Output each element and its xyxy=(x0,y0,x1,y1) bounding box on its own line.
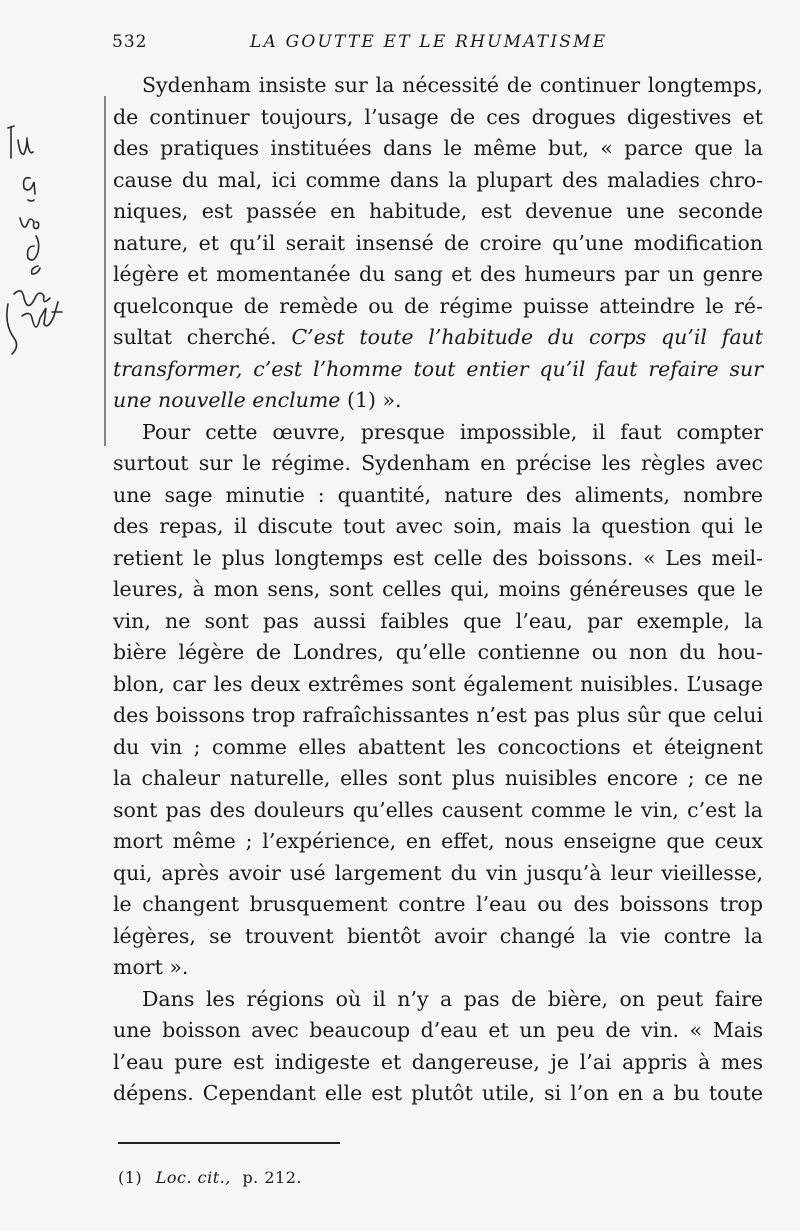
text-line xyxy=(113,322,763,354)
footnote-divider xyxy=(118,1142,340,1144)
text-line: du vin ; comme elles abattent les concoctions et éteignent xyxy=(113,734,763,759)
text-line: des boissons trop rafraîchissantes n’est pas plus sûr que celui xyxy=(113,703,763,727)
text-line: une boisson avec beaucoup d’eau et un peu de vin. « Mais xyxy=(113,1018,763,1042)
text-line: Dans les régions où il n’y a pas de bière, on peut faire xyxy=(142,986,763,1011)
text-line: sont pas des douleurs qu’elles causent comme le vin, c’est la xyxy=(113,797,763,822)
text-line: de continuer toujours, l’usage de ces drogues digestives et xyxy=(113,104,763,129)
text-span: sultat cherché. xyxy=(113,325,277,349)
italic-quote: C’est toute l’habitude du corps qu’il faut xyxy=(291,325,763,349)
text-line: blon, car les deux extrêmes sont également nuisibles. L’usage xyxy=(113,671,763,696)
text-line: vin, ne sont pas aussi faibles que l’eau, par exemple, la xyxy=(113,608,763,633)
footnote-mark: (1) xyxy=(118,1168,143,1187)
margin-bracket-line xyxy=(104,96,106,446)
text-line: niques, est passée en habitude, est devenue une seconde xyxy=(113,199,763,223)
footnote xyxy=(118,1168,302,1187)
text-line: une sage minutie : quantité, nature des aliments, nombre xyxy=(113,482,763,507)
italic-quote: une nouvelle enclume xyxy=(113,388,341,412)
text-line: mort ». xyxy=(113,955,189,979)
text-line: Sydenham insiste sur la nécessité de continuer longtemps, xyxy=(142,73,763,97)
text-line: surtout sur le régime. Sydenham en précise les règles avec xyxy=(113,451,763,475)
footnote-reference[interactable]: (1) ». xyxy=(346,388,402,412)
text-line: leures, à mon sens, sont celles qui, moins généreuses que le xyxy=(113,577,763,601)
text-line: qui, après avoir usé largement du vin jusqu’à leur vieillesse, xyxy=(113,860,763,885)
text-line xyxy=(113,385,763,417)
italic-quote: transformer, c’est l’homme tout entier qu’il faut refaire sur xyxy=(113,356,763,381)
text-line: mort même ; l’expérience, en effet, nous enseigne que ceux xyxy=(113,829,763,853)
text-line: des pratiques instituées dans le même but, « parce que la xyxy=(113,136,763,160)
text-line: cause du mal, ici comme dans la plupart des maladies chro- xyxy=(113,167,763,192)
running-head xyxy=(112,32,762,56)
footnote-source: Loc. cit., xyxy=(155,1168,231,1187)
text-line: quelconque de remède ou de régime puisse atteindre le ré- xyxy=(113,293,763,318)
body-text xyxy=(113,70,763,1110)
text-line: dépens. Cependant elle est plutôt utile, si l’on en a bu toute xyxy=(113,1081,763,1105)
text-line xyxy=(113,354,763,386)
text-line: le changent brusquement contre l’eau ou des boissons trop xyxy=(113,892,763,916)
text-line: Pour cette œuvre, presque impossible, il faut compter xyxy=(142,419,763,444)
text-line: légères, se trouvent bientôt avoir changé la vie contre la xyxy=(113,923,763,948)
text-line: légère et momentanée du sang et des humeurs par un genre xyxy=(113,262,763,286)
text-line: la chaleur naturelle, elles sont plus nuisibles encore ; ce ne xyxy=(113,766,763,790)
running-title: LA GOUTTE ET LE RHUMATISME xyxy=(250,32,608,52)
text-line: bière légère de Londres, qu’elle contienne ou non du hou- xyxy=(113,640,763,664)
text-line: nature, et qu’il serait insensé de croire qu’une modification xyxy=(113,230,763,255)
text-line: retient le plus longtemps est celle des boissons. « Les meil- xyxy=(113,545,763,570)
text-line: l’eau pure est indigeste et dangereuse, je l’ai appris à mes xyxy=(113,1049,763,1074)
page-number: 532 xyxy=(112,32,148,52)
handwritten-note-icon xyxy=(0,118,90,358)
footnote-page: p. 212. xyxy=(242,1168,302,1187)
text-line: des repas, il discute tout avec soin, mais la question qui le xyxy=(113,514,763,538)
